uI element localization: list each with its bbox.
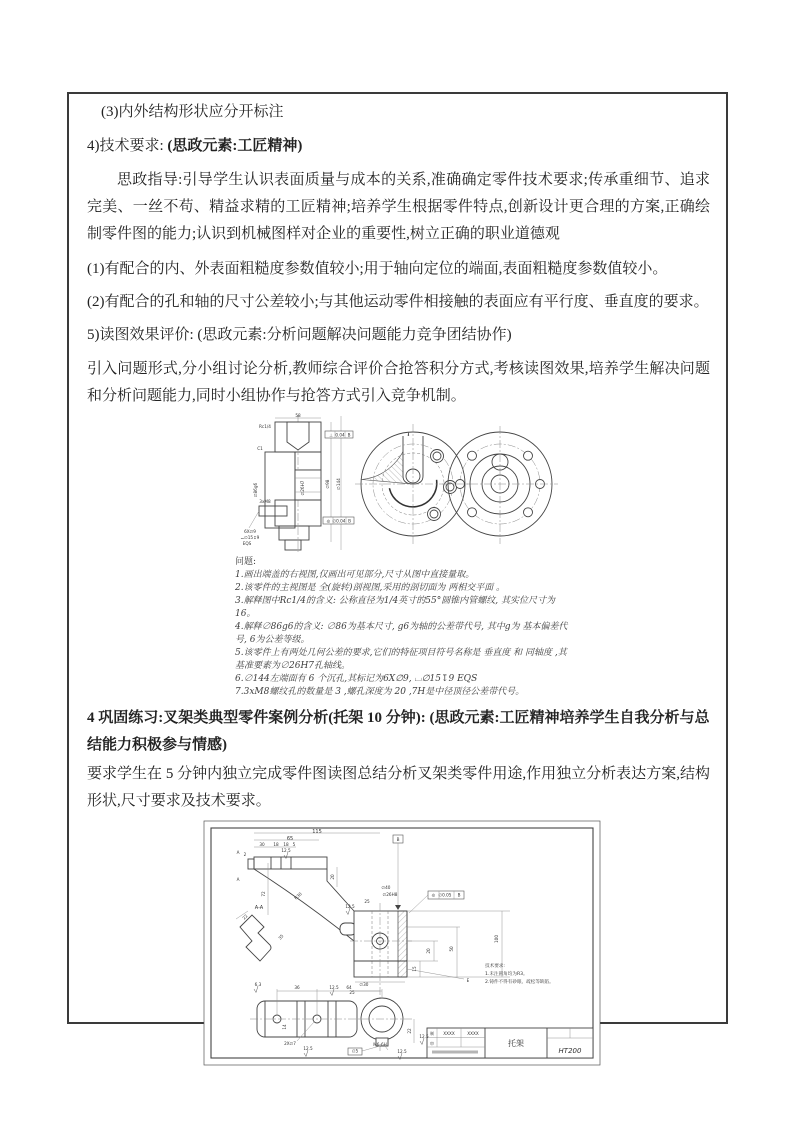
svg-text:15: 15 [412, 966, 417, 972]
circular-view [442, 426, 558, 544]
svg-text:A-A: A-A [254, 905, 264, 911]
svg-text:∅0.05: ∅0.05 [438, 892, 452, 898]
end-cover-drawing [235, 412, 568, 699]
svg-text:58: 58 [295, 413, 301, 418]
svg-text:XXXX: XXXX [443, 1031, 455, 1036]
svg-text:6X∅9: 6X∅9 [244, 529, 256, 534]
question-line: 2.该零件的主视图是 全(旋转)剖视图,采用的剖切面为 两相交平面 。 [235, 583, 506, 593]
question-line: 3.解释图中Rc1/4的含义: 公称直径为1/4英寸的55°圆锥内管螺纹, 其实位尺寸为16。 [235, 596, 555, 619]
partial-section-view [355, 424, 471, 546]
svg-text:技术要求:: 技术要求: [485, 964, 505, 969]
question-list [235, 569, 568, 699]
svg-text:25: 25 [349, 990, 355, 995]
practice-heading: 4 巩固练习:叉架类典型零件案例分析(托架 10 分钟): (思政元素:工匠精神培养学生自我分析与总结能力积极参与情感) [87, 710, 710, 753]
svg-text:18: 18 [283, 842, 289, 847]
svg-text:B: B [396, 837, 400, 842]
point-2: (2)有配合的孔和轴的尺寸公差较小;与其他运动零件相接触的表面应有平行度、垂直度的要求。 [87, 294, 709, 310]
svg-text:托架: 托架 [508, 1039, 524, 1048]
svg-text:72: 72 [261, 891, 266, 897]
para-evaluation: 引入问题形式,分小组讨论分析,教师综合评价合抢答积分方式,考核读图效果,培养学生解决问题和分析问题能力,同时小组协作与抢答方式引入竞争机制。 [87, 361, 710, 404]
svg-text:115: 115 [312, 829, 322, 835]
svg-text:65: 65 [286, 836, 294, 842]
svg-text:B: B [348, 518, 351, 524]
svg-text:18: 18 [273, 842, 279, 847]
svg-text:22: 22 [241, 913, 249, 921]
item-4-line [87, 133, 710, 160]
question-line: 5.该零件上有两处几何公差的要求,它们的特征项目符号名称是 垂直度 和 同轴度 ,其基准要素为∅26H7孔轴线。 [235, 648, 567, 671]
svg-text:12.5: 12.5 [329, 985, 339, 990]
svg-text:30: 30 [259, 842, 265, 847]
svg-text:M6-6H: M6-6H [373, 1042, 387, 1047]
svg-text:3xM8: 3xM8 [259, 499, 271, 504]
svg-text:1.未注圆角均为R3。: 1.未注圆角均为R3。 [485, 972, 528, 977]
svg-text:50: 50 [449, 946, 454, 952]
svg-text:A: A [236, 877, 240, 882]
svg-text:0.04: 0.04 [335, 432, 345, 438]
svg-text:35: 35 [277, 933, 285, 941]
svg-text:14: 14 [282, 1024, 287, 1030]
item-3-text: (3)内外结构形状应分开标注 [101, 104, 284, 120]
svg-text:Rc1/4: Rc1/4 [259, 424, 271, 429]
svg-text:⌴∅15↧9: ⌴∅15↧9 [240, 535, 260, 540]
svg-text:∅5: ∅5 [351, 1048, 359, 1054]
svg-text:HT200: HT200 [558, 1047, 582, 1055]
svg-text:5: 5 [292, 842, 296, 847]
svg-text:◎: ◎ [326, 518, 331, 524]
svg-text:36: 36 [294, 985, 300, 990]
svg-text:2: 2 [243, 852, 247, 857]
svg-text:12.5: 12.5 [419, 1034, 429, 1039]
item-5-text: 5)读图效果评价: (思政元素:分析问题解决问题能力竞争团结协作) [87, 327, 512, 343]
bracket-drawing [202, 819, 602, 1067]
svg-text:∅86g6: ∅86g6 [253, 482, 258, 498]
svg-text:R30: R30 [293, 891, 303, 901]
svg-text:64: 64 [346, 985, 352, 990]
svg-text:100: 100 [494, 935, 499, 943]
title-block [427, 1028, 593, 1058]
svg-text:∅144: ∅144 [336, 478, 341, 490]
svg-text:6.3: 6.3 [254, 982, 262, 987]
svg-text:20: 20 [330, 874, 335, 880]
end-cover-views [235, 412, 568, 554]
question-line: 4.解释∅86g6的含义: ∅86为基本尺寸, g6为轴的公差带代号, 其中g为 基本偏差代号, 6为公差等级。 [235, 622, 568, 645]
question-title: 问题: [235, 557, 257, 567]
svg-text:12.5: 12.5 [397, 1049, 407, 1054]
svg-text:2X∅7: 2X∅7 [284, 1041, 296, 1046]
svg-text:∅26H8: ∅26H8 [382, 892, 398, 897]
table-cell [67, 92, 728, 1055]
svg-text:∅0.04: ∅0.04 [332, 518, 346, 524]
svg-text:◎: ◎ [431, 892, 436, 898]
svg-text:审: 审 [429, 1041, 435, 1046]
svg-text:22: 22 [407, 1028, 412, 1034]
para-guidance: 思政指导:引导学生认识表面质量与成本的关系,准确确定零件技术要求;传承重细节、追求完美、一丝不苟、精益求精的工匠精神;培养学生根据零件特点,创新设计更合理的方案,正确绘制零件图的能力;认识到机械图样对企业的重要性,树立正确的职业道德观 [87, 172, 710, 242]
question-line: 1.画出端盖的右视图,仅画出可见部分,尺寸从图中直接量取。 [235, 570, 475, 580]
svg-text:EQS: EQS [242, 541, 252, 546]
svg-text:制: 制 [429, 1031, 435, 1036]
svg-text:B: B [347, 432, 351, 438]
svg-text:25: 25 [364, 899, 370, 904]
svg-text:⊥: ⊥ [329, 432, 333, 438]
svg-text:12.5: 12.5 [345, 904, 355, 909]
point-1: (1)有配合的内、外表面粗糙度参数值较小;用于轴向定位的端面,表面粗糙度参数值较小。 [87, 261, 668, 277]
svg-text:20: 20 [426, 948, 431, 954]
svg-text:C1: C1 [257, 446, 263, 451]
svg-text:12.5: 12.5 [303, 1046, 313, 1051]
svg-text:E: E [466, 978, 470, 983]
svg-text:∅30: ∅30 [359, 982, 369, 987]
svg-text:A: A [236, 850, 240, 855]
svg-text:∅40: ∅40 [381, 885, 391, 890]
svg-text:B: B [457, 892, 461, 898]
svg-text:∅26H7: ∅26H7 [300, 480, 305, 496]
item-4-prefix: 4)技术要求: [87, 138, 168, 154]
question-block [235, 556, 568, 699]
para-practice: 要求学生在 5 分钟内独立完成零件图读图总结分析叉架类零件用途,作用独立分析表达方案,结构形状,尺寸要求及技术要求。 [87, 766, 710, 809]
question-line: 6.∅144左端面有 6 个沉孔,其标记为6X∅9, ⌴∅15↧9 EQS [235, 674, 478, 684]
svg-text:12.5: 12.5 [281, 848, 291, 853]
item-4-ideology: (思政元素:工匠精神) [167, 138, 303, 154]
question-line: 7.3xM8螺纹孔的数量是 3 ,螺孔深度为 20 ,7H是中径顶径公差带代号。 [235, 687, 525, 697]
svg-text:∅98: ∅98 [325, 479, 330, 489]
svg-text:XXXX: XXXX [467, 1031, 479, 1036]
bracket-sheet [202, 819, 602, 1067]
svg-text:2.铸件不得有砂眼、疏松等缺陷。: 2.铸件不得有砂眼、疏松等缺陷。 [485, 980, 554, 985]
